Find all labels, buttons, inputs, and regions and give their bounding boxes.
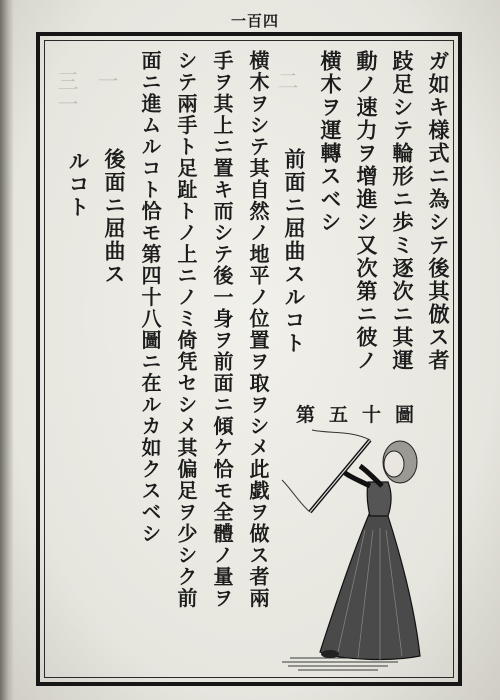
page-number: 一百四 [230, 12, 279, 30]
faint-column-1: 三一 [55, 70, 79, 116]
foot [321, 650, 339, 658]
faint-column-3: 二 [275, 70, 299, 93]
text-column-6: 横木ヲシテ其自然ノ地平ノ位置ヲ取ヲシメ此戯ヲ做ス者兩 [246, 50, 270, 609]
dress-skirt [320, 512, 420, 659]
faint-column-2: 一 [95, 70, 119, 93]
page-edge-shadow [0, 0, 14, 700]
text-column-1: ガ如キ様式ニ為シテ後其倣ス者 [426, 50, 451, 372]
text-column-2: 跂足シテ輪形ニ歩ミ逐次ニ其運 [390, 50, 415, 372]
text-column-4: 横木ヲ運轉スベシ [318, 50, 343, 234]
figure-caption: 第五十圖 [296, 404, 429, 426]
figure-illustration [270, 420, 450, 682]
face [384, 451, 404, 477]
section-heading-forward-bend: 前面ニ屈曲スルコト [282, 148, 307, 355]
text-column-11: ルコト [66, 150, 91, 219]
text-column-7: 手ヲ其上ニ置キ而シテ後一身ヲ前面ニ傾ケ恰モ全體ノ量ヲ [210, 50, 234, 609]
section-heading-backward-bend: 後面ニ屈曲ス [102, 148, 127, 286]
rope-upper [312, 430, 370, 440]
dress-bodice [367, 482, 391, 516]
text-column-3: 動ノ速力ヲ增進シ又次第ニ彼ノ [354, 50, 379, 372]
rope-lower [282, 480, 310, 512]
wooden-bar-highlight [310, 440, 370, 512]
text-column-9: 面ニ進ムルコト恰モ第四十八圖ニ在ルカ如クスベシ [138, 50, 162, 545]
text-column-8: シテ兩手ト足趾トノ上ニノミ倚凭セシメ其偏足ヲ少シク前 [174, 50, 198, 609]
